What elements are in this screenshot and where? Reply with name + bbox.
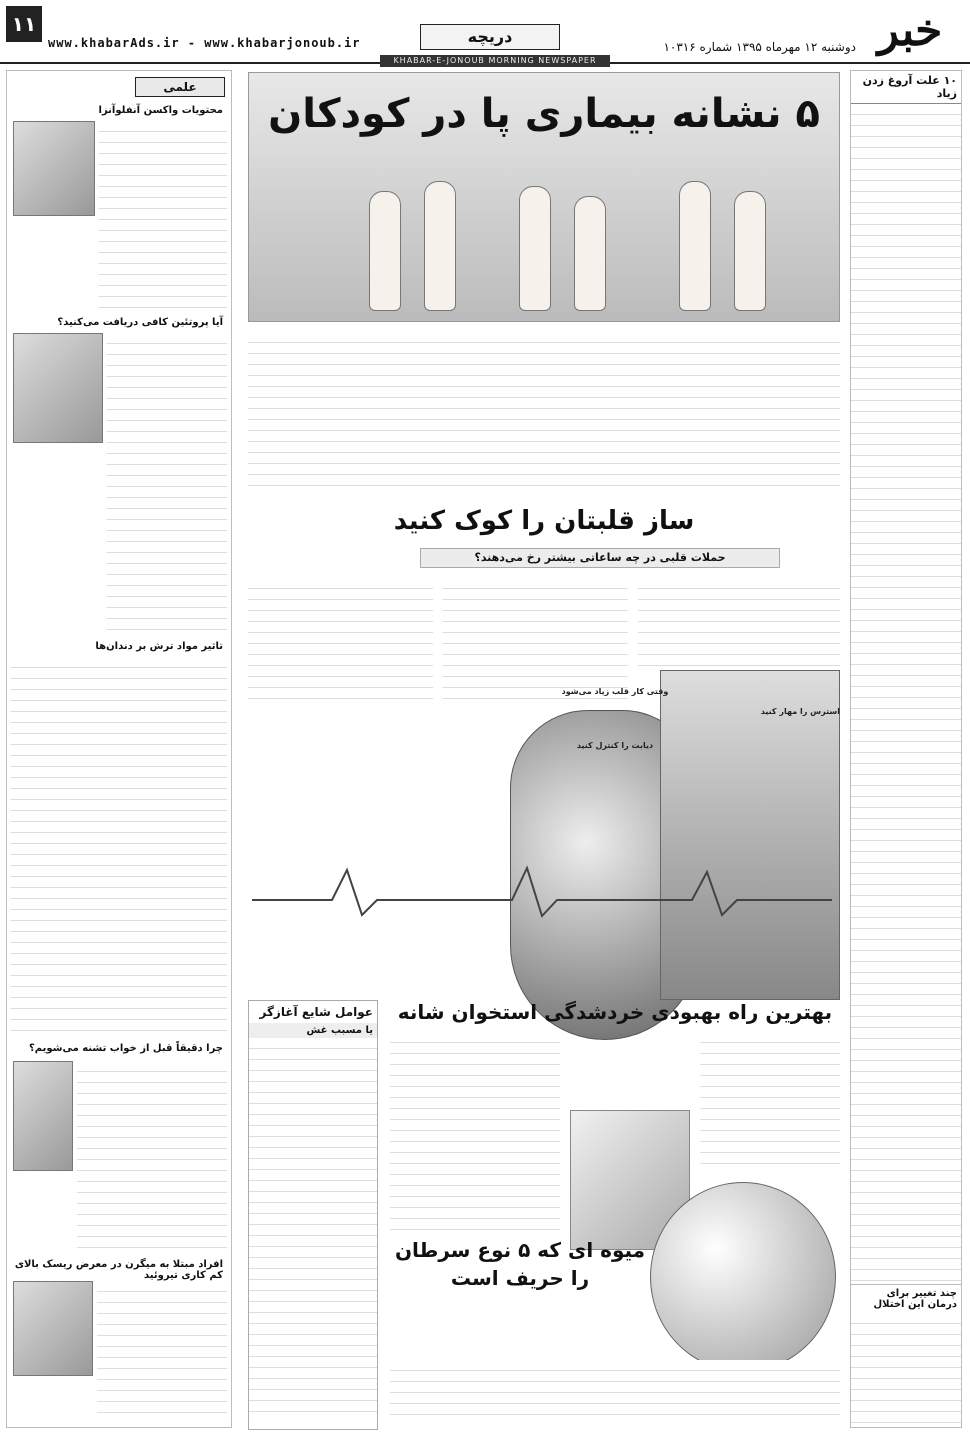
- leg-illustration: [519, 186, 551, 311]
- main-content: [240, 70, 844, 1428]
- left-text-4: [77, 1061, 227, 1251]
- fainting-box: [248, 1000, 378, 1430]
- website-links[interactable]: www.khabarAds.ir - www.khabarjonoub.ir: [48, 36, 361, 50]
- apple-image: [650, 1182, 836, 1372]
- left-text-2: [107, 333, 227, 633]
- migraine-photo: [13, 1281, 93, 1376]
- issue-date: دوشنبه ۱۲ مهرماه ۱۳۹۵ شماره ۱۰۳۱۶: [663, 40, 856, 54]
- subhead-heart-load: وقتی کار قلب زیاد می‌شود: [561, 687, 669, 696]
- left-headline-2: آیا پروتئین کافی دریافت می‌کنید؟: [57, 317, 223, 328]
- page-header: [0, 0, 970, 64]
- left-column: [6, 70, 232, 1428]
- right-column-text-2: [851, 1313, 961, 1428]
- apple-article-text: [390, 1360, 840, 1424]
- left-text-5: [97, 1281, 227, 1421]
- page-number: ۱۱: [6, 6, 42, 42]
- subhead-stress: استرس را مهار کنید: [760, 707, 840, 716]
- heart-headline: ساز قلبتان را کوک کنید: [393, 506, 695, 536]
- leg-illustration: [574, 196, 606, 311]
- water-glass-photo: [13, 1061, 73, 1171]
- left-headline-5: افراد مبتلا به میگرن در معرض ریسک بالای کم کاری تیروئید: [14, 1259, 223, 1281]
- left-headline-3: تاثیر مواد ترش بر دندان‌ها: [95, 641, 223, 652]
- left-headline-4: چرا دقیقاً قبل از خواب تشنه می‌شویم؟: [28, 1043, 223, 1054]
- shoulder-headline: بهترین راه بهبودی خردشدگی استخوان شانه: [397, 1000, 833, 1024]
- leg-illustration: [679, 181, 711, 311]
- section-label: دریچه: [420, 24, 560, 50]
- newspaper-subbrand: KHABAR-E-JONOUB MORNING NEWSPAPER: [380, 55, 610, 67]
- heart-text-col-3: [248, 578, 433, 708]
- left-text-3: [11, 657, 227, 1037]
- protein-photo: [13, 333, 103, 443]
- kids-feet-hero: [248, 72, 840, 322]
- ecg-line-graphic: [252, 860, 832, 920]
- heart-subtitle: حملات قلبی در چه ساعاتی بیشتر رخ می‌دهند؟: [420, 548, 780, 568]
- vaccine-photo: [13, 121, 95, 216]
- leg-illustration: [734, 191, 766, 311]
- fainting-box-text: [249, 1038, 377, 1418]
- leg-illustration: [424, 181, 456, 311]
- right-column-subtitle: چند تغییر برای درمان این اختلال: [851, 1284, 961, 1313]
- right-column: [850, 70, 962, 1428]
- left-text-1: [99, 121, 227, 311]
- right-column-text: [851, 104, 961, 1284]
- right-column-title: ۱۰ علت آروغ زدن زیاد: [851, 71, 961, 104]
- shoulder-text-col-2: [390, 1032, 560, 1232]
- fainting-box-title: عوامل شایع آغازگر: [259, 1005, 373, 1019]
- heart-text-col-1: [638, 578, 840, 668]
- science-badge: علمی: [135, 77, 225, 97]
- feet-article-text: [248, 332, 840, 492]
- masthead-logo: خبر: [877, 5, 943, 56]
- apple-headline: میوه ای که ۵ نوع سرطان را حریف است: [394, 1238, 646, 1290]
- leg-illustration: [369, 191, 401, 311]
- shoulder-text-col-1: [700, 1032, 840, 1172]
- hero-title: ۵ نشانه بیماری پا در کودکان: [268, 91, 820, 137]
- fainting-box-subtitle: یا مسبب غش: [249, 1023, 377, 1038]
- subhead-diabetes: دیابت را کنترل کنید: [576, 741, 654, 750]
- left-headline-1: محتویات واکسن آنفلوآنزا: [98, 105, 223, 116]
